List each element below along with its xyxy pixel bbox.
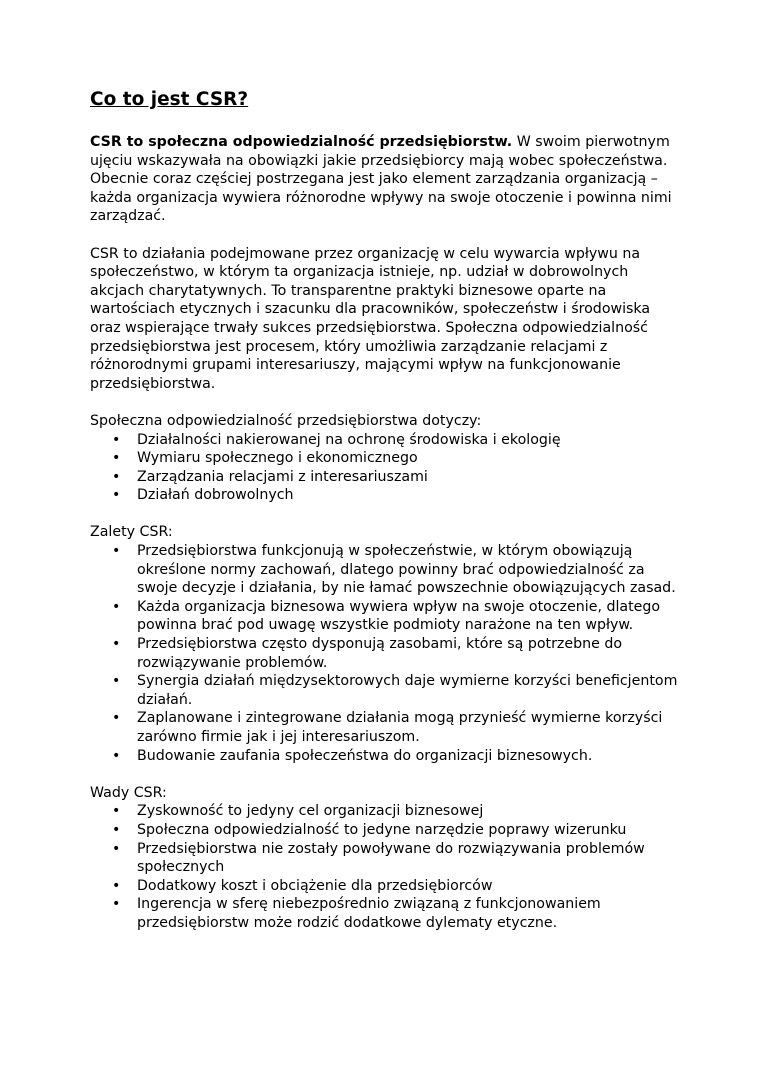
list-item: • Zyskowność to jedyny cel organizacji biznesowej [112, 803, 484, 820]
bullet-icon: • [112, 840, 121, 857]
bullet-icon: • [112, 636, 121, 653]
intro-text: W swoim pierwotnym ujęciu wskazywała na obowiązki jakie przedsiębiorcy mają wobec społeczeństwa. Obecnie coraz częściej postrzegana jest jako element zarządzania organizacją – każda organizacja wywiera różnorodne wpływy na swoje otoczenie i powinna nimi zarządzać. [90, 134, 672, 225]
bullet-icon: • [112, 710, 121, 727]
list-item: • Dodatkowy koszt i obciążenie dla przedsiębiorców [112, 877, 493, 894]
list-item: • Działań dobrowolnych [112, 487, 294, 504]
bullet-icon: • [112, 543, 121, 560]
document-page [90, 88, 680, 933]
bullet-icon: • [112, 821, 121, 838]
pros-list [90, 542, 680, 765]
list-item: • Zarządzania relacjami z interesariuszami [112, 468, 428, 485]
intro-bold-lead: CSR to społeczna odpowiedzialność przedsiębiorstw. [90, 134, 513, 150]
list-item: • Przedsiębiorstwa nie zostały powoływane do rozwiązywania problemów społecznych [112, 840, 645, 876]
intro-paragraph [90, 133, 680, 226]
list-item: • Ingerencja w sferę niebezpośrednio związaną z funkcjonowaniem przedsiębiorstw może rodzić dodatkowe dylematy etyczne. [112, 896, 601, 931]
scope-heading: Społeczna odpowiedzialność przedsiębiorstwa dotyczy: [90, 412, 482, 429]
bullet-icon: • [112, 598, 121, 615]
bullet-icon: • [112, 803, 121, 820]
cons-heading: Wady CSR: [90, 784, 167, 801]
list-item: • Społeczna odpowiedzialność to jedyne narzędzie poprawy wizerunku [112, 821, 627, 838]
bullet-icon: • [112, 877, 121, 894]
bullet-icon: • [112, 431, 121, 448]
bullet-icon: • [112, 747, 121, 764]
list-item: • Działalności nakierowanej na ochronę środowiska i ekologię [112, 431, 561, 448]
list-item: • Budowanie zaufania społeczeństwa do organizacji biznesowych. [112, 747, 593, 764]
list-item: • Każda organizacja biznesowa wywiera wpływ na swoje otoczenie, dlatego powinna brać pod uwagę wszystkie podmioty narażone na ten wpływ. [112, 598, 661, 634]
list-item: • Wymiaru społecznego i ekonomicznego [112, 450, 418, 467]
list-item: • Przedsiębiorstwa funkcjonują w społeczeństwie, w którym obowiązują określone normy zachowań, dlatego powinny brać odpowiedzialność za swoje decyzje i działania, by nie łamać powszechnie obowiązujących zasad. [112, 543, 676, 597]
bullet-icon: • [112, 896, 121, 913]
bullet-icon: • [112, 468, 121, 485]
bullet-icon: • [112, 487, 121, 504]
list-item: • Synergia działań międzysektorowych daje wymierne korzyści beneficjentom działań. [112, 673, 678, 708]
cons-list [90, 802, 680, 932]
scope-list [90, 431, 680, 505]
pros-heading: Zalety CSR: [90, 524, 173, 541]
list-item: • Zaplanowane i zintegrowane działania mogą przynieść wymierne korzyści zarówno firmie jak i jej interesariuszom. [112, 710, 663, 745]
bullet-icon: • [112, 673, 121, 690]
page-title: Co to jest CSR? [90, 89, 249, 110]
bullet-icon: • [112, 450, 121, 467]
list-item: • Przedsiębiorstwa często dysponują zasobami, które są potrzebne do rozwiązywanie problemów. [112, 636, 623, 671]
csr-definition-paragraph: CSR to działania podejmowane przez organizację w celu wywarcia wpływu na społeczeństwo, w którym ta organizacja istnieje, np. udział w dobrowolnych akcjach charytatywnych. To transparentne praktyki biznesowe oparte na wartościach etycznych i szacunku dla pracowników, społeczeństw i środowiska oraz wspierające trwały sukces przedsiębiorstwa. Społeczna odpowiedzialność przedsiębiorstwa jest procesem, który umożliwia zarządzanie relacjami z różnorodnymi grupami interesariuszy, mającymi wpływ na funkcjonowanie przedsiębiorstwa. [90, 245, 651, 392]
